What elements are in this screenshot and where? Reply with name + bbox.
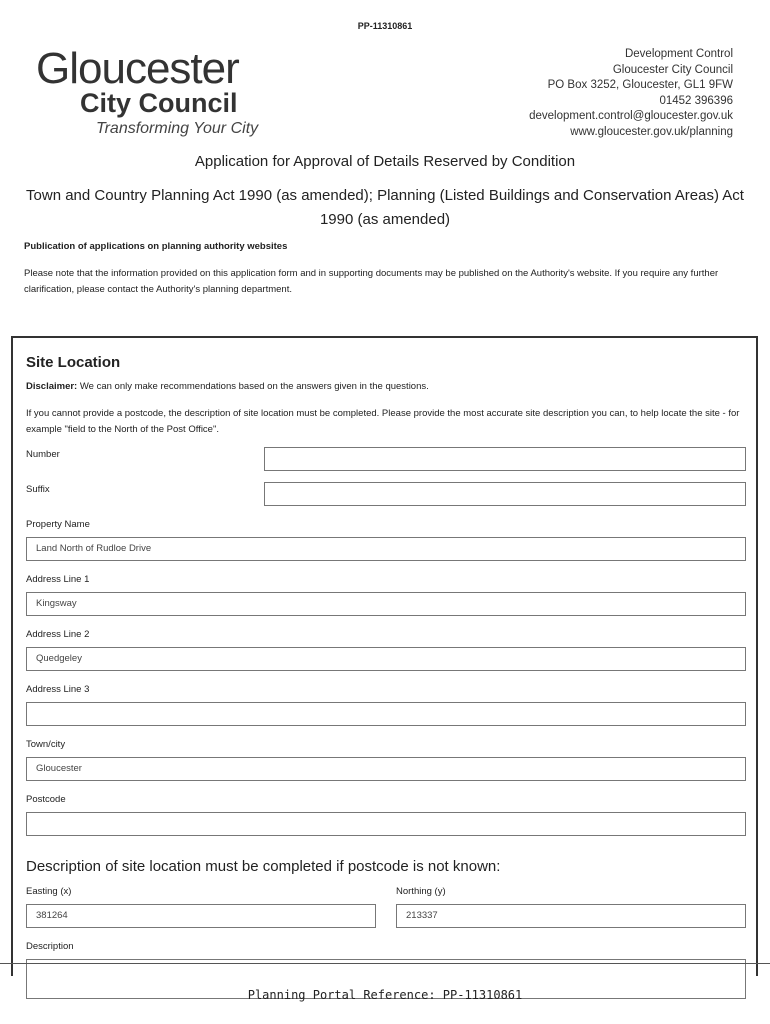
- site-location-info: If you cannot provide a postcode, the description of site location must be completed. Please provide the most accurate site description you can, to help locate the site - for example "field to the North of the Post Office".: [26, 408, 740, 435]
- number-label: Number: [26, 449, 60, 460]
- disclaimer-text: We can only make recommendations based on the answers given in the questions.: [77, 381, 429, 392]
- reference-number: PP-11310861: [357, 21, 413, 31]
- contact-line: PO Box 3252, Gloucester, GL1 9FW: [547, 79, 733, 91]
- site-location-panel: [11, 336, 758, 976]
- contact-line: Gloucester City Council: [612, 63, 733, 76]
- contact-email: development.control@gloucester.gov.uk: [529, 110, 733, 122]
- contact-block: [529, 47, 733, 140]
- address-line-1-field[interactable]: Kingsway: [26, 592, 746, 616]
- disclaimer: [26, 381, 429, 392]
- footer-reference: Planning Portal Reference: PP-11310861: [247, 988, 523, 1002]
- council-logo: [36, 44, 276, 140]
- contact-line: Development Control: [624, 48, 733, 60]
- contact-line: 01452 396396: [659, 94, 733, 107]
- northing-label: Northing (y): [396, 886, 446, 897]
- easting-field[interactable]: 381264: [26, 904, 376, 928]
- logo-line-1: Gloucester: [36, 44, 239, 93]
- logo-line-2: City Council: [80, 88, 238, 118]
- suffix-label: Suffix: [26, 484, 50, 495]
- description-heading: Description of site location must be completed if postcode is not known:: [26, 858, 501, 875]
- description-label: Description: [26, 941, 74, 952]
- number-field[interactable]: [264, 447, 746, 471]
- logo-tagline: Transforming Your City: [96, 120, 259, 137]
- disclaimer-label: Disclaimer:: [26, 381, 78, 392]
- property-name-label: Property Name: [26, 519, 90, 530]
- contact-website: www.gloucester.gov.uk/planning: [570, 125, 733, 138]
- publication-text: Please note that the information provided on this application form and in supporting documents may be published on the Authority's website. If you require any further clarification, please contact the Authority's planning department.: [24, 268, 719, 295]
- northing-field[interactable]: 213337: [396, 904, 746, 928]
- property-name-field[interactable]: Land North of Rudloe Drive: [26, 537, 746, 561]
- address-line-3-label: Address Line 3: [26, 684, 90, 695]
- page-divider: [0, 963, 770, 964]
- postcode-field[interactable]: [26, 812, 746, 836]
- address-line-2-field[interactable]: Quedgeley: [26, 647, 746, 671]
- form-title: Application for Approval of Details Reserved by Condition: [194, 153, 576, 170]
- town-city-field[interactable]: Gloucester: [26, 757, 746, 781]
- address-line-3-field[interactable]: [26, 702, 746, 726]
- address-line-1-label: Address Line 1: [26, 574, 90, 585]
- postcode-label: Postcode: [26, 794, 66, 805]
- town-city-label: Town/city: [26, 739, 66, 750]
- easting-label: Easting (x): [26, 886, 72, 897]
- form-subtitle: Town and Country Planning Act 1990 (as amended); Planning (Listed Buildings and Conservation Areas) Act 1990 (as amended): [26, 187, 744, 228]
- address-line-2-label: Address Line 2: [26, 629, 90, 640]
- suffix-field[interactable]: [264, 482, 746, 506]
- publication-heading: Publication of applications on planning authority websites: [24, 241, 288, 252]
- section-title: Site Location: [26, 354, 121, 371]
